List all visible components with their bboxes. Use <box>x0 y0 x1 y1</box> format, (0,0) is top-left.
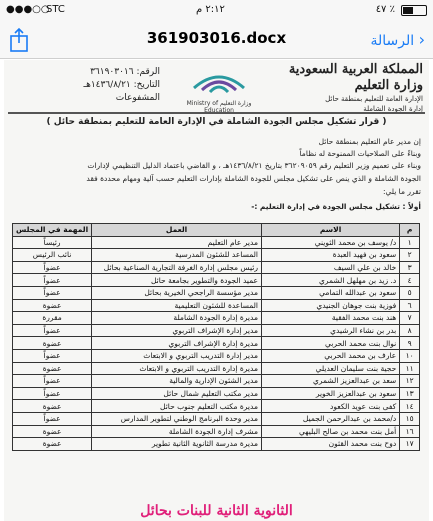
letterhead-right <box>263 62 423 114</box>
table-row <box>13 438 420 451</box>
table-row <box>13 236 420 249</box>
cell-work: مديرة إدارة الجودة الشاملة <box>92 312 262 325</box>
cell-name: سعود بن عبدالعزيز الخوير <box>261 387 399 400</box>
cell-name: هند بنت محمد الفقية <box>261 312 399 325</box>
table-row <box>13 400 420 413</box>
cell-name: أمل بنت محمد بن صالح البليهي <box>261 425 399 438</box>
cell-num: ١ <box>400 236 420 249</box>
table-row <box>13 312 420 325</box>
cell-num: ١٧ <box>400 438 420 451</box>
cell-num: ٣ <box>400 261 420 274</box>
paragraph: الجودة الشاملة و الذي ينص على تشكيل مجلس للجودة الشاملة بإدارات التعليم حسب آلية ومهام محددة فقد <box>86 174 421 183</box>
table-row <box>13 349 420 362</box>
letterhead-left <box>10 66 160 105</box>
cell-name: د/ يوسف بن محمد الثويني <box>261 236 399 249</box>
cell-num: ٤ <box>400 274 420 287</box>
table-row <box>13 362 420 375</box>
header-divider <box>8 112 425 114</box>
cell-role: عضواً <box>13 286 92 299</box>
cell-work: رئيس مجلس إدارة الغرفة التجارية الصناعية بحائل <box>92 261 262 274</box>
cell-role: عضواً <box>13 274 92 287</box>
cell-work: مدير إدارة التدريب التربوي و الابتعاث <box>92 349 262 362</box>
cell-role: عضوة <box>13 425 92 438</box>
cell-num: ٩ <box>400 337 420 350</box>
table-row <box>13 274 420 287</box>
cell-num: ١٦ <box>400 425 420 438</box>
table-row <box>13 261 420 274</box>
cell-num: ٨ <box>400 324 420 337</box>
cell-num: ١٤ <box>400 400 420 413</box>
cell-role: عضواً <box>13 375 92 388</box>
admin-line: الإدارة العامة للتعليم بمنطقة حائل <box>325 95 423 103</box>
cell-work: المساعد للشئون المدرسية <box>92 249 262 262</box>
status-bar <box>0 0 433 20</box>
cell-role: عضواً <box>13 412 92 425</box>
council-members-table <box>12 223 420 451</box>
battery-percent: ٤٧ ٪ <box>375 4 395 15</box>
table-row <box>13 299 420 312</box>
cell-role: مقررة <box>13 312 92 325</box>
cell-num: ٧ <box>400 312 420 325</box>
table-row <box>13 337 420 350</box>
cell-role: عضواً <box>13 387 92 400</box>
cell-name: د. زيد بن مهلهل الشمري <box>261 274 399 287</box>
cell-role: عضوة <box>13 299 92 312</box>
cell-num: ٢ <box>400 249 420 262</box>
back-button[interactable] <box>370 30 425 49</box>
cell-num: ١٠ <box>400 349 420 362</box>
table-row <box>13 249 420 262</box>
cell-role: عضوة <box>13 362 92 375</box>
decision-title: ( قرار تشكيل مجلس الجودة الشاملة في الإدارة العامة للتعليم بمنطقة حائل ) <box>46 117 387 127</box>
cell-role: عضواً <box>13 324 92 337</box>
table-row <box>13 324 420 337</box>
cell-role: عضواً <box>13 349 92 362</box>
cell-num: ١٢ <box>400 375 420 388</box>
cell-name: د/محمد بن عبدالرحمن الجميل <box>261 412 399 425</box>
table-row <box>13 412 420 425</box>
document-date: التاريخ: ١٤٣٦/٨/٢١هـ <box>83 80 160 90</box>
clock: ٢:١٢ م <box>196 4 225 15</box>
paragraph: إن مدير عام التعليم بمنطقة حائل <box>318 137 421 146</box>
battery-icon <box>401 5 427 16</box>
chevron-right-icon[interactable]: › <box>418 30 425 49</box>
navigation-bar <box>0 20 433 59</box>
cell-work: مدير وحدة البرنامج الوطني لتطوير المدارس <box>92 412 262 425</box>
carrier-label: STC <box>46 4 65 15</box>
cell-name: عارف بن محمد الحربي <box>261 349 399 362</box>
reference-number: الرقم: ٣٦١٩٠٣٠١٦ <box>90 67 160 77</box>
cell-role: نائب الرئيس <box>13 249 92 262</box>
cell-role: رئيساً <box>13 236 92 249</box>
table-row <box>13 375 420 388</box>
cell-num: ٥ <box>400 286 420 299</box>
dept-line: إدارة الجودة الشاملة <box>363 105 423 113</box>
cell-work: مدير إدارة الإشراف التربوي <box>92 324 262 337</box>
column-header-work: العمل <box>92 224 262 237</box>
column-header-role: المهمة في المجلس <box>13 224 92 237</box>
cell-work: المساعدة للشئون التعليمية <box>92 299 262 312</box>
table-row <box>13 286 420 299</box>
cell-work: مديرة مكتب التعليم جنوب حائل <box>92 400 262 413</box>
cell-work: مديرة إدارة الإشراف التربوي <box>92 337 262 350</box>
cell-name: سعد بن عبدالعزيز الشمري <box>261 375 399 388</box>
paragraph: تقرر ما يلي: <box>382 187 421 196</box>
back-label[interactable]: الرسالة <box>370 33 415 49</box>
table-row <box>13 387 420 400</box>
kingdom-name: المملكة العربية السعودية <box>288 62 423 77</box>
cell-name: كفى بنت عويد الكعود <box>261 400 399 413</box>
table-header-row <box>13 224 420 237</box>
cell-work: مديرة مدرسة الثانوية الثانية تطوير <box>92 438 262 451</box>
document-title: 361903016.docx <box>146 29 287 47</box>
school-watermark: الثانوية الثانية للبنات بحائل <box>140 503 293 519</box>
section-heading: أولاً : تشكيل مجلس الجودة في إدارة التعليم :- <box>251 202 421 211</box>
cell-role: عضوة <box>13 438 92 451</box>
cell-name: بدر بن نشاء الرشيدي <box>261 324 399 337</box>
cell-num: ٦ <box>400 299 420 312</box>
ministry-logo <box>184 64 254 114</box>
cell-work: مديرة إدارة التدريب التربوي و الابتعاث <box>92 362 262 375</box>
cell-work: مدير مؤسسة الراجحي الخيرية بحائل <box>92 286 262 299</box>
document-page <box>4 60 429 521</box>
paragraph: وبناءً على الصلاحيات الممنوحة له نظاماً <box>299 149 421 158</box>
cell-name: حجية بنت سليمان العديلي <box>261 362 399 375</box>
column-header-num: م <box>400 224 420 237</box>
logo-caption: وزارة التعليم Ministry of Education <box>186 100 252 114</box>
cell-num: ١١ <box>400 362 420 375</box>
cell-name: دوح بنت محمد القثون <box>261 438 399 451</box>
cell-role: عضوة <box>13 337 92 350</box>
cell-name: خالد بن علي السيف <box>261 261 399 274</box>
signal-icon: ●●●○○ <box>6 4 50 15</box>
cell-role: عضواً <box>13 261 92 274</box>
cell-name: فوزية بنت جوهان الجنيدي <box>261 299 399 312</box>
cell-work: مشرف إدارة الجودة الشاملة <box>92 425 262 438</box>
ministry-name: وزارة التعليم <box>354 78 423 93</box>
paragraph: وبناء على تعميم وزير التعليم رقم ٣٦٢٠٩٠٥٩ بتاريخ ١٤٣٦/٨/٢١هـ ، و القاضي باعتماد الدليل التنظيمي لإدارات <box>87 161 421 170</box>
cell-work: مدير الشئون الإدارية والمالية <box>92 375 262 388</box>
table-row <box>13 425 420 438</box>
cell-role: عضوة <box>13 400 92 413</box>
cell-num: ١٣ <box>400 387 420 400</box>
cell-work: مدير عام التعليم <box>92 236 262 249</box>
attachments-label: المشفوعات <box>115 93 160 103</box>
cell-work: مدير مكتب التعليم شمال حائل <box>92 387 262 400</box>
cell-name: سعود بن عبدالله التمامي <box>261 286 399 299</box>
cell-name: سعود بن فهيد العبدة <box>261 249 399 262</box>
column-header-name: الاسم <box>261 224 399 237</box>
cell-work: عميد الجودة والتطوير بجامعة حائل <box>92 274 262 287</box>
cell-name: نوال بنت محمد الحربي <box>261 337 399 350</box>
cell-num: ١٥ <box>400 412 420 425</box>
